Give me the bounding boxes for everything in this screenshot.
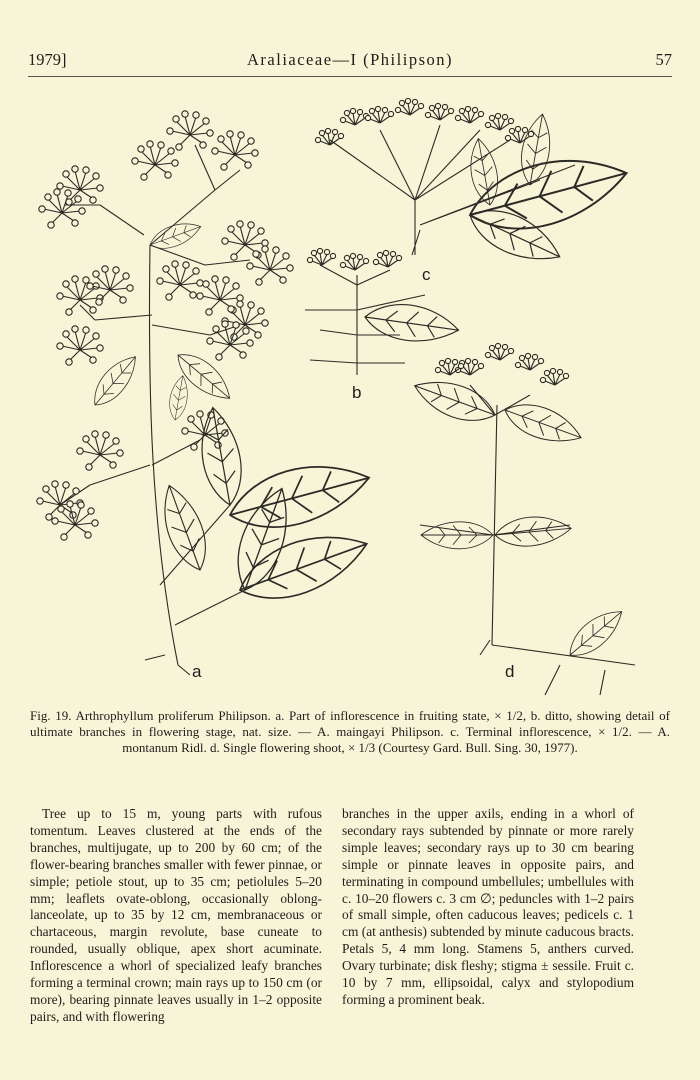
figure-c-illustration — [315, 98, 634, 273]
text-column-right — [342, 806, 634, 1009]
description-paragraph-2: branches in the upper axils, ending in a whorl of secondary rays subtended by pinnate or more rarely simple leaves; secondary rays up to 30 cm bearing simple or pinnate leaves in opposite pairs, and terminating in compound umbellules; umbellules with c. 10–20 flowers c. 3 cm ∅; peduncles with 1–2 pairs of small simple, often caducous leaves; pedicels c. 1 cm (at anthesis) subtended by minute caducous bracts. Petals 5, 4 mm long. Stamens 5, anthers curved. Ovary turbinate; disk fleshy; stigma ± sessile. Fruit c. 10 by 7 mm, ellipsoidal, calyx and stylopodium forming a prominent beak. — [342, 806, 634, 1007]
figure-label-a: a — [192, 662, 202, 681]
page-number: 57 — [655, 50, 672, 69]
figure-label-b: b — [352, 383, 362, 402]
figure-caption: Fig. 19. Arthrophyllum proliferum Philipson. a. Part of inflorescence in fruiting state, × 1/2, b. ditto, showing detail of ultimate branches in flowering stage, nat. size. — A. maingayi Philipson. c. Terminal inflorescence, × 1/2. — A. montanum Ridl. d. Single flowering shoot, × 1/3 (Courtesy Gard. Bull. Sing. 30, 1977). — [30, 708, 670, 755]
running-header — [28, 50, 672, 72]
header-title: Araliaceae—I (Philipson) — [247, 50, 453, 69]
figure-a-illustration — [37, 111, 376, 675]
figure-d-illustration — [409, 343, 635, 695]
text-column-left — [30, 806, 322, 1026]
botanical-plate — [0, 85, 700, 700]
figure-label-d: d — [505, 662, 515, 681]
figure-label-c: c — [422, 265, 431, 284]
figure-b-illustration — [305, 248, 461, 375]
header-year: 1979] — [28, 50, 67, 69]
header-rule — [28, 76, 672, 77]
description-paragraph-1: Tree up to 15 m, young parts with rufous tomentum. Leaves clustered at the ends of the branches, multijugate, up to 200 by 60 cm; of the flower-bearing branches smaller with fewer pinnae, or simple; petiole stout, up to 35 cm; petiolules 5–20 mm; leaflets ovate-oblong, occasionally oblong-lanceolate, up to 35 by 12 cm, membranaceous or chartaceous, margin revolute, base cuneate to rounded, usually oblique, apex short acuminate. Inflorescence a whorl of specialized leafy branches forming a terminal crown; main rays up to 150 cm (or more), bearing pinnate leaves usually in 1–2 opposite pairs, and with flowering — [30, 806, 322, 1024]
